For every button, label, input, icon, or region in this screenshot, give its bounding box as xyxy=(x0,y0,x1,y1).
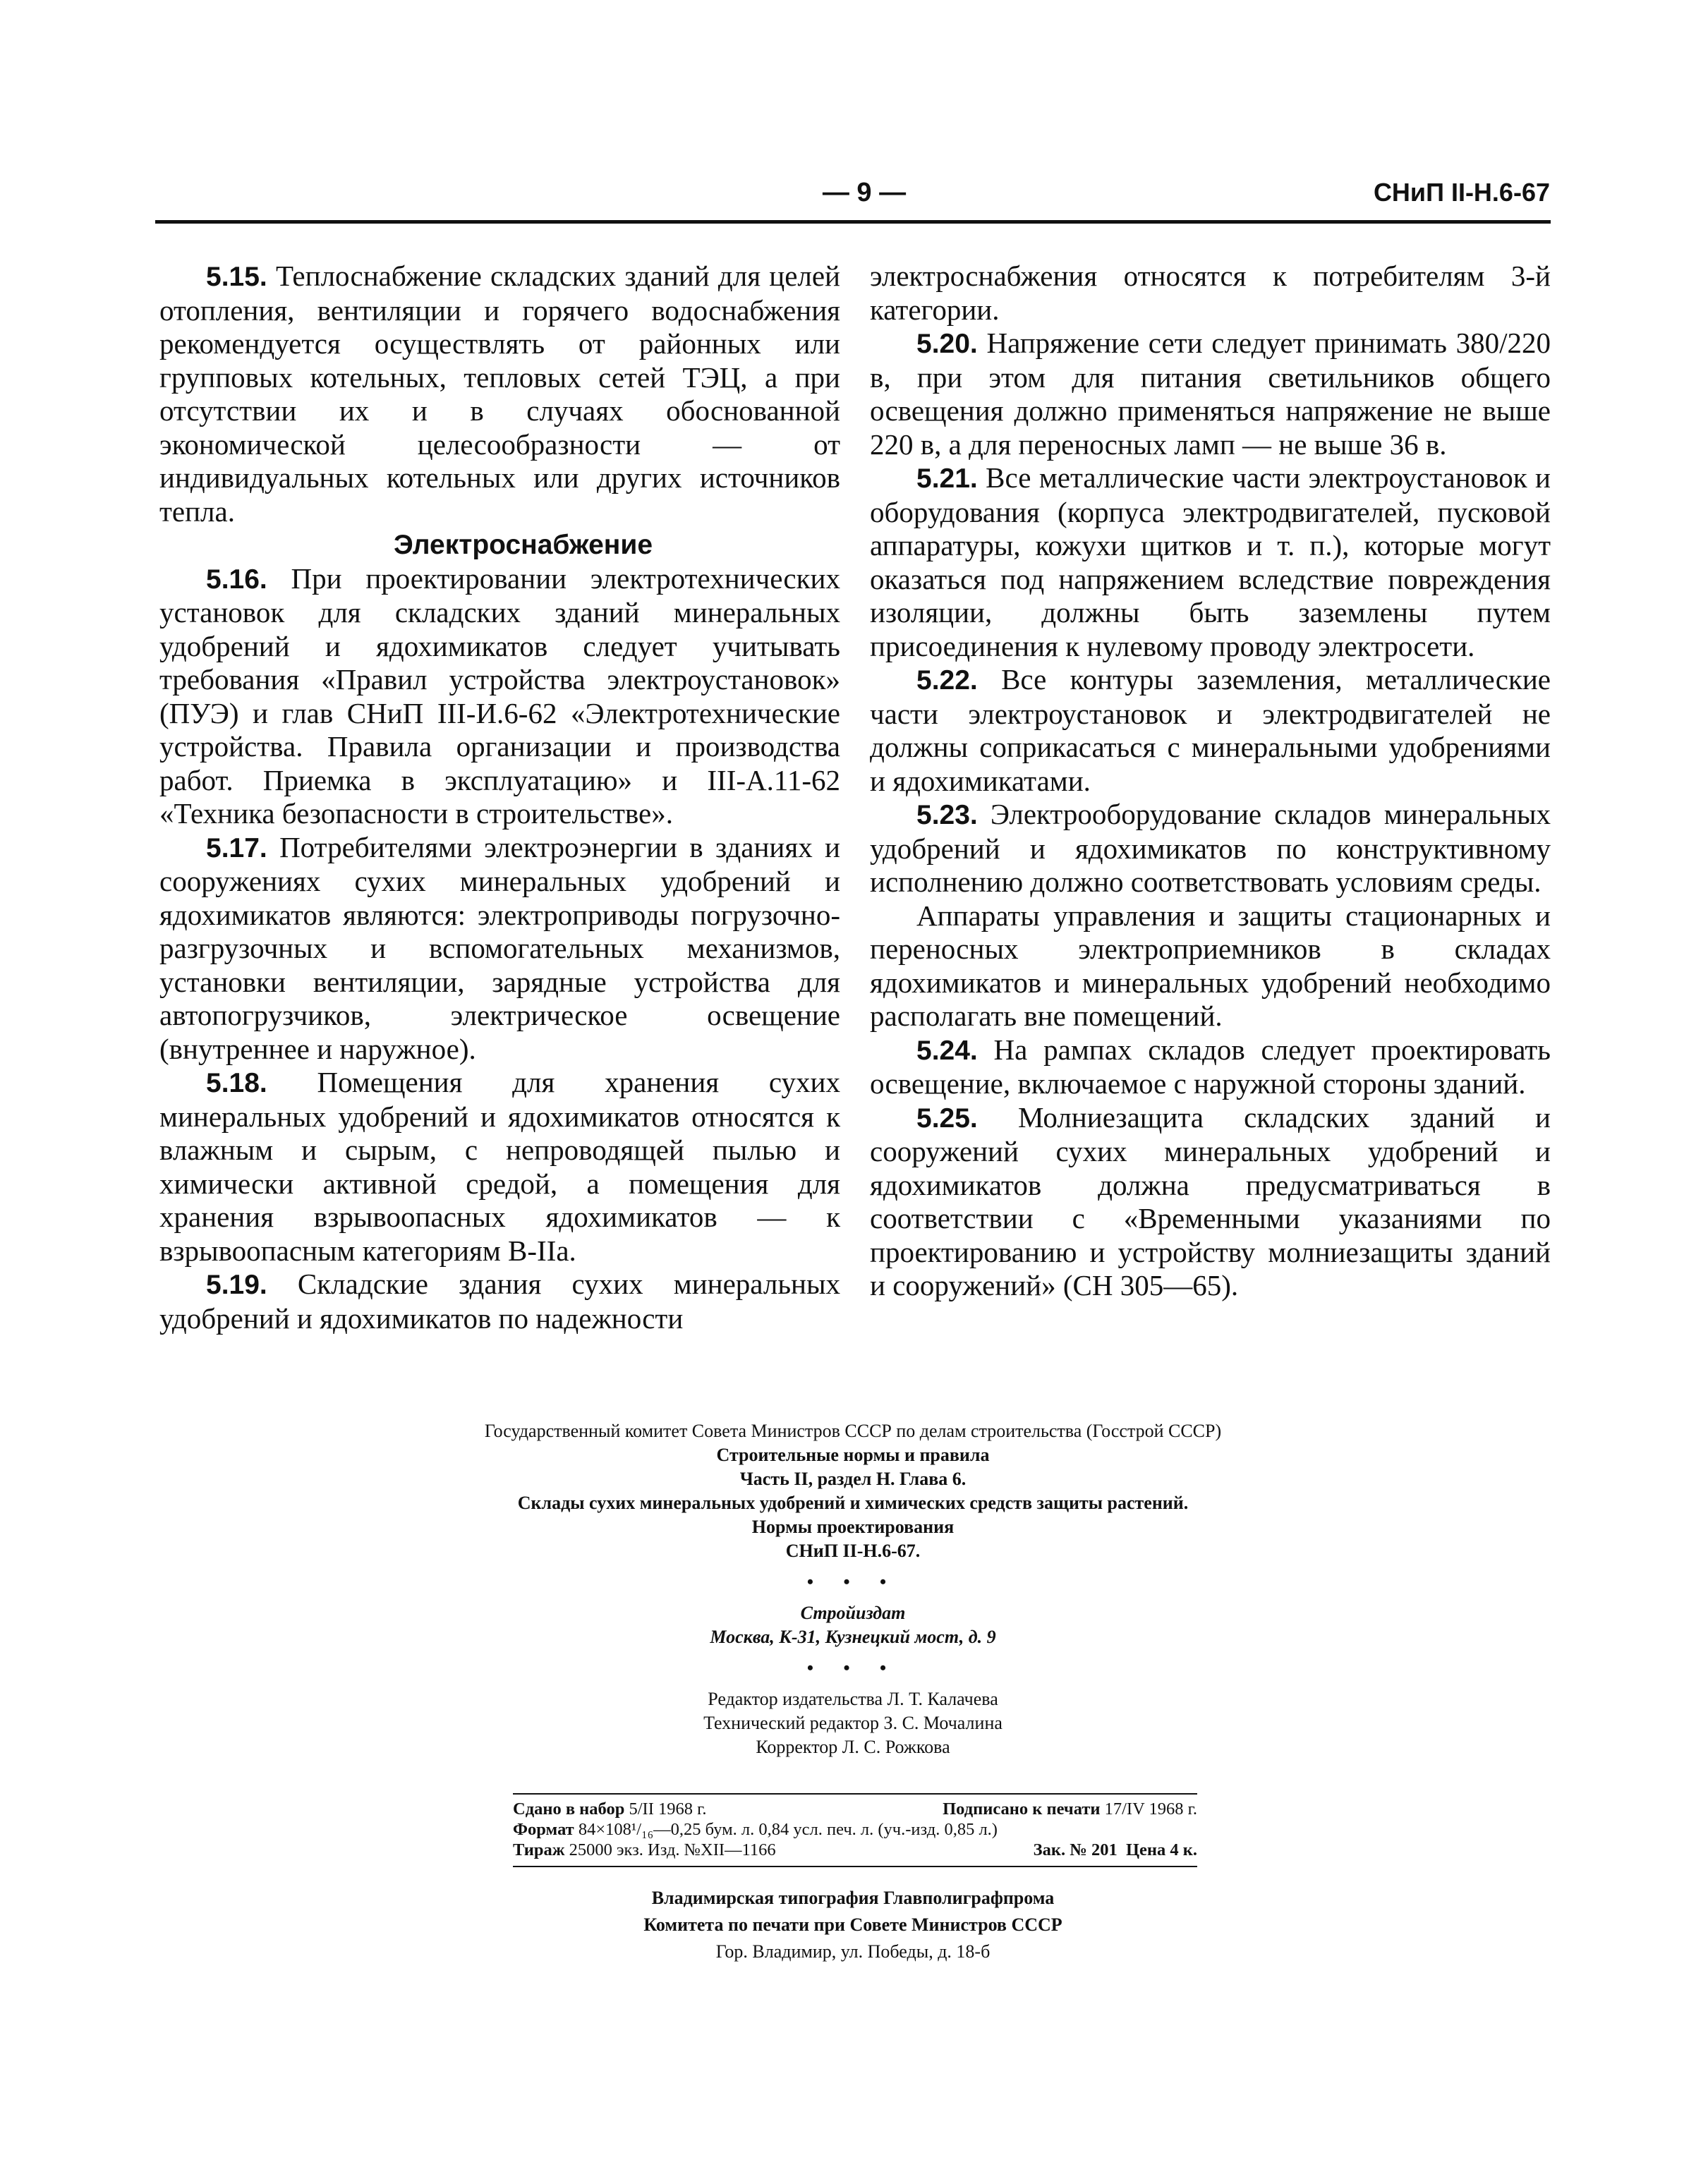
colophon-subtitle: Нормы проектирования xyxy=(751,1517,955,1537)
section-heading-power-supply: Электроснабжение xyxy=(393,530,653,560)
printing-house-line-1: Владимирская типография Главполиграфпрома xyxy=(651,1888,1055,1908)
print-info-row-2: Формат 84×108¹/₁₆—0,25 бум. л. 0,84 усл. печ. л. (уч.-изд. 0,85 л.) xyxy=(513,1820,998,1839)
paragraph-5-25: 5.25. Молниезащита складских зданий и сооружений сухих минеральных удобрений и ядохимикатов должна предусматриваться в соответствии с «Временными указаниями по проектированию и устройству молниезащиты зданий и сооружений» (СН 305—65). xyxy=(870,1100,1551,1301)
colophon-editor: Редактор издательства Л. Т. Калачева xyxy=(708,1689,998,1709)
colophon-title: Склады сухих минеральных удобрений и химических средств защиты растений. xyxy=(517,1493,1189,1513)
printing-house xyxy=(155,1885,1551,1965)
paragraph-5-18: 5.18. Помещения для хранения сухих минеральных удобрений и ядохимикатов относятся к влажным и сырым, с непроводящей пылью и химически активной средой, а помещения для хранения взрывоопасных ядохимикатов — к взрывоопасным категориям В-IIа. xyxy=(159,1066,840,1267)
paragraph-5-19: 5.19. Складские здания сухих минеральных удобрений и ядохимикатов по надежности xyxy=(159,1268,840,1335)
colophon-separator-1: • • • xyxy=(806,1572,900,1592)
colophon-code: СНиП II-Н.6-67. xyxy=(785,1541,921,1561)
print-info xyxy=(513,1793,1197,1867)
right-column xyxy=(870,260,1551,1303)
colophon xyxy=(155,1419,1551,1759)
colophon-part: Часть II, раздел Н. Глава 6. xyxy=(739,1469,967,1489)
header-rule xyxy=(155,220,1551,224)
print-info-row-1: Сдано в набор 5/II 1968 г. Подписано к печати 17/IV 1968 г. xyxy=(513,1799,1197,1819)
printing-house-line-2: Комитета по печати при Совете Министров СССР xyxy=(643,1914,1062,1935)
page-number: — 9 — xyxy=(822,178,907,207)
paragraph-5-19-continued: электроснабжения относятся к потребителям 3-й категории. xyxy=(870,260,1551,326)
document-code: СНиП II-Н.6-67 xyxy=(1373,178,1550,207)
paragraph-5-20: 5.20. Напряжение сети следует принимать 380/220 в, при этом для питания светильников общего освещения должно применяться напряжение не выше 220 в, а для переносных ламп — не выше 36 в. xyxy=(870,327,1551,461)
colophon-committee: Государственный комитет Совета Министров СССР по делам строительства (Госстрой СССР) xyxy=(484,1421,1222,1441)
left-column xyxy=(159,260,840,1335)
paragraph-control-devices: Аппараты управления и защиты стационарных и переносных электроприемников в складах ядохимикатов и минеральных удобрений необходимо располагать вне помещений. xyxy=(870,899,1551,1032)
paragraph-5-21: 5.21. Все металлические части электроустановок и оборудования (корпуса электродвигателей, пусковой аппаратуры, кожухи щитков и т. п.), которые могут оказаться под напряжением вследствие повреждения изоляции, должны быть заземлены путем присоединения к нулевому проводу электросети. xyxy=(870,461,1551,662)
colophon-publisher: Стройиздат xyxy=(800,1603,906,1623)
paragraph-5-16: 5.16. При проектировании электротехнических установок для складских зданий минеральных удобрений и ядохимикатов следует учитывать требования «Правил устройства электроустановок» (ПУЭ) и глав СНиП III-И.6-62 «Электротехнические устройства. Правила организации и производства работ. Приемка в эксплуатацию» и III-А.11-62 «Техника безопасности в строительстве». xyxy=(159,562,840,830)
colophon-corrector: Корректор Л. С. Рожкова xyxy=(756,1737,950,1757)
colophon-separator-2: • • • xyxy=(806,1658,900,1678)
paragraph-5-17: 5.17. Потребителями электроэнергии в зданиях и сооружениях сухих минеральных удобрений и ядохимикатов являются: электроприводы погрузочно-разгрузочных и вспомогательных механизмов, установки вентиляции, зарядные устройства для автопогрузчиков, электрическое освещение (внутреннее и наружное). xyxy=(159,830,840,1065)
colophon-series: Строительные нормы и правила xyxy=(716,1445,990,1465)
colophon-tech-editor: Технический редактор З. С. Мочалина xyxy=(703,1713,1003,1733)
colophon-address: Москва, К-31, Кузнецкий мост, д. 9 xyxy=(710,1627,996,1647)
print-info-row-3: Тираж 25000 экз. Изд. №XII—1166 Зак. № 201 Цена 4 к. xyxy=(513,1840,1197,1859)
paragraph-5-23: 5.23. Электрооборудование складов минеральных удобрений и ядохимикатов по конструктивному исполнению должно соответствовать условиям среды. xyxy=(870,798,1551,898)
paragraph-5-22: 5.22. Все контуры заземления, металлические части электроустановок и электродвигателей не должны соприкасаться с минеральными удобрениями и ядохимикатами. xyxy=(870,663,1551,797)
paragraph-5-15: 5.15. Теплоснабжение складских зданий для целей отопления, вентиляции и горячего водоснабжения рекомендуется осуществлять от районных или групповых котельных, тепловых сетей ТЭЦ, а при отсутствии их и в случаях обоснованной экономической целесообразности — от индивидуальных котельных или других источников тепла. xyxy=(159,260,840,528)
paragraph-5-24: 5.24. На рампах складов следует проектировать освещение, включаемое с наружной стороны зданий. xyxy=(870,1033,1551,1100)
printing-house-line-3: Гор. Владимир, ул. Победы, д. 18-б xyxy=(715,1941,991,1962)
